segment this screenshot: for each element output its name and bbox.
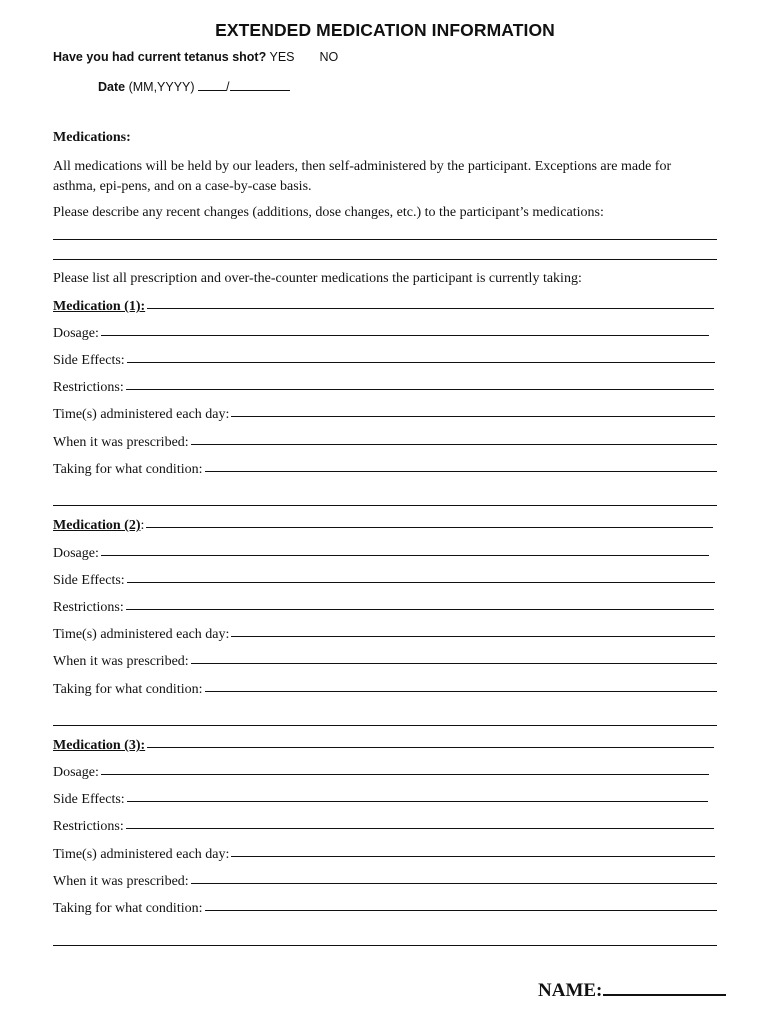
- medication-2-heading: Medication (2): [53, 518, 141, 533]
- medication-3-heading: Medication (3):: [53, 738, 146, 753]
- condition-label: Taking for what condition:: [53, 901, 203, 916]
- condition-field[interactable]: [205, 471, 718, 472]
- medication-1-times-row[interactable]: [53, 407, 715, 423]
- restrictions-field[interactable]: [126, 609, 714, 610]
- medication-2-condition-row[interactable]: [53, 682, 717, 698]
- date-separator: /: [226, 80, 230, 94]
- medications-heading: Medications:: [53, 130, 131, 145]
- condition-field[interactable]: [205, 691, 718, 692]
- dosage-field[interactable]: [101, 335, 709, 336]
- medication-3-restrictions-row[interactable]: [53, 819, 714, 835]
- name-label: NAME:: [538, 980, 603, 1001]
- prescribed-label: When it was prescribed:: [53, 435, 189, 450]
- medication-2-restrictions-row[interactable]: [53, 600, 714, 616]
- prescribed-field[interactable]: [191, 883, 717, 884]
- restrictions-field[interactable]: [126, 828, 714, 829]
- restrictions-field[interactable]: [126, 389, 714, 390]
- medication-2-heading-row[interactable]: [53, 518, 713, 534]
- date-month-field[interactable]: [198, 89, 226, 91]
- medication-1-dosage-row[interactable]: [53, 326, 709, 342]
- medication-1-heading: Medication (1):: [53, 299, 146, 314]
- medication-2-times-row[interactable]: [53, 627, 715, 643]
- dosage-label: Dosage:: [53, 326, 99, 341]
- policy-text: All medications will be held by our leaders, then self-administered by the participant. Exceptions are made for asthma, epi-pens, and on a case-by-case basis.: [53, 159, 672, 194]
- medication-1-extra-line[interactable]: [53, 505, 717, 506]
- medication-2-dosage-row[interactable]: [53, 546, 709, 562]
- changes-prompt: Please describe any recent changes (additions, dose changes, etc.) to the participant’s medications:: [53, 205, 604, 220]
- dosage-label: Dosage:: [53, 546, 99, 561]
- side-effects-label: Side Effects:: [53, 573, 125, 588]
- changes-answer-line-2[interactable]: [53, 259, 717, 260]
- medication-2-extra-line[interactable]: [53, 725, 717, 726]
- medication-3-prescribed-row[interactable]: [53, 874, 717, 890]
- yes-option[interactable]: YES: [269, 50, 295, 64]
- medication-2-prescribed-row[interactable]: [53, 654, 717, 670]
- medication-3-extra-line[interactable]: [53, 945, 717, 946]
- side-effects-field[interactable]: [127, 801, 708, 802]
- medication-3-times-row[interactable]: [53, 847, 715, 863]
- medication-2-side-effects-row[interactable]: [53, 573, 715, 589]
- medication-1-heading-row[interactable]: [53, 299, 714, 315]
- date-format: (MM,YYYY): [128, 80, 195, 94]
- times-label: Time(s) administered each day:: [53, 627, 230, 642]
- form-title: EXTENDED MEDICATION INFORMATION: [215, 20, 555, 40]
- prescribed-label: When it was prescribed:: [53, 874, 189, 889]
- medication-3-dosage-row[interactable]: [53, 765, 709, 781]
- side-effects-field[interactable]: [127, 362, 715, 363]
- name-field[interactable]: [603, 994, 726, 996]
- changes-answer-line-1[interactable]: [53, 239, 717, 240]
- condition-label: Taking for what condition:: [53, 682, 203, 697]
- times-label: Time(s) administered each day:: [53, 847, 230, 862]
- restrictions-label: Restrictions:: [53, 380, 124, 395]
- times-field[interactable]: [231, 636, 715, 637]
- list-prompt: Please list all prescription and over-the-counter medications the participant is currently taking:: [53, 271, 582, 286]
- medication-1-side-effects-row[interactable]: [53, 353, 715, 369]
- prescribed-field[interactable]: [191, 663, 717, 664]
- no-option[interactable]: NO: [319, 50, 339, 64]
- medication-1-restrictions-row[interactable]: [53, 380, 714, 396]
- medication-1-condition-row[interactable]: [53, 462, 717, 478]
- condition-field[interactable]: [205, 910, 718, 911]
- restrictions-label: Restrictions:: [53, 819, 124, 834]
- dosage-field[interactable]: [101, 555, 709, 556]
- tetanus-question: Have you had current tetanus shot?: [53, 50, 267, 64]
- times-label: Time(s) administered each day:: [53, 407, 230, 422]
- date-label: Date: [98, 80, 126, 94]
- tetanus-question-row: [53, 50, 338, 64]
- medication-3-field[interactable]: [147, 747, 714, 748]
- side-effects-field[interactable]: [127, 582, 715, 583]
- dosage-field[interactable]: [101, 774, 709, 775]
- medication-2-field[interactable]: [146, 527, 713, 528]
- medication-1-field[interactable]: [147, 308, 714, 309]
- times-field[interactable]: [231, 416, 715, 417]
- prescribed-field[interactable]: [191, 444, 717, 445]
- condition-label: Taking for what condition:: [53, 462, 203, 477]
- side-effects-label: Side Effects:: [53, 353, 125, 368]
- prescribed-label: When it was prescribed:: [53, 654, 189, 669]
- dosage-label: Dosage:: [53, 765, 99, 780]
- date-year-field[interactable]: [230, 89, 290, 91]
- restrictions-label: Restrictions:: [53, 600, 124, 615]
- medication-2-colon: :: [140, 518, 145, 533]
- name-row[interactable]: [538, 980, 726, 1002]
- medication-3-heading-row[interactable]: [53, 738, 714, 754]
- side-effects-label: Side Effects:: [53, 792, 125, 807]
- date-row: [98, 80, 290, 94]
- times-field[interactable]: [231, 856, 715, 857]
- medication-3-side-effects-row[interactable]: [53, 792, 708, 808]
- medication-1-prescribed-row[interactable]: [53, 435, 717, 451]
- medication-3-condition-row[interactable]: [53, 901, 717, 917]
